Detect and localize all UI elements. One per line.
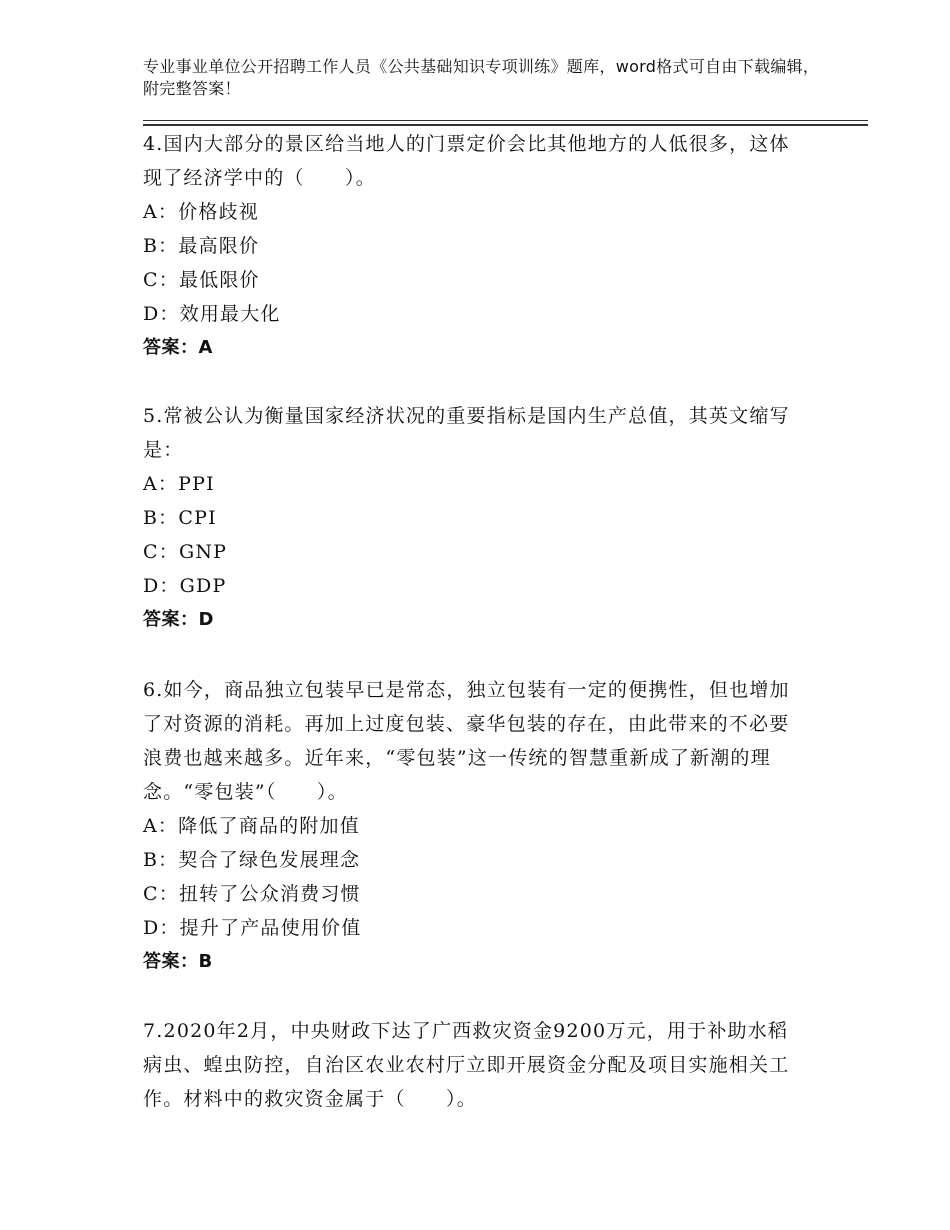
- option-a: A：降低了商品的附加值: [143, 815, 360, 837]
- header-divider-thick: [143, 124, 868, 126]
- answer-label: 答案：A: [143, 337, 213, 358]
- question-7: [143, 1014, 803, 1116]
- option-a: A：PPI: [143, 473, 215, 495]
- question-text: 5.常被公认为衡量国家经济状况的重要指标是国内生产总值，其英文缩写是：: [143, 405, 790, 461]
- question-5: [143, 399, 803, 637]
- option-d: D：效用最大化: [143, 303, 281, 325]
- option-b: B：CPI: [143, 507, 217, 529]
- option-c: C：最低限价: [143, 269, 260, 291]
- answer-label: 答案：D: [143, 609, 214, 630]
- question-text: 7.2020年2月，中央财政下达了广西救灾资金9200万元，用于补助水稻病虫、蝗虫防控，自治区农业农村厅立即开展资金分配及项目实施相关工作。材料中的救灾资金属于（ ）。: [143, 1020, 790, 1110]
- answer-label: 答案：B: [143, 951, 213, 972]
- option-b: B：最高限价: [143, 235, 260, 257]
- header-divider-thin: [143, 120, 868, 121]
- option-a: A：价格歧视: [143, 201, 259, 223]
- question-4: [143, 127, 803, 365]
- option-b: B：契合了绿色发展理念: [143, 849, 361, 871]
- question-text: 4.国内大部分的景区给当地人的门票定价会比其他地方的人低很多，这体现了经济学中的（ ）。: [143, 133, 790, 189]
- option-c: C：GNP: [143, 541, 228, 563]
- option-d: D：提升了产品使用价值: [143, 917, 362, 939]
- option-d: D：GDP: [143, 575, 227, 597]
- question-text: 6.如今，商品独立包装早已是常态，独立包装有一定的便携性，但也增加了对资源的消耗。再加上过度包装、豪华包装的存在，由此带来的不必要浪费也越来越多。近年来，“零包装”这一传统的智慧重新成了新潮的理念。“零包装”（ ）。: [143, 679, 790, 803]
- document-header: 专业事业单位公开招聘工作人员《公共基础知识专项训练》题库，word格式可自由下载编辑，附完整答案！: [143, 57, 820, 98]
- option-c: C：扭转了公众消费习惯: [143, 883, 361, 905]
- question-6: [143, 673, 803, 979]
